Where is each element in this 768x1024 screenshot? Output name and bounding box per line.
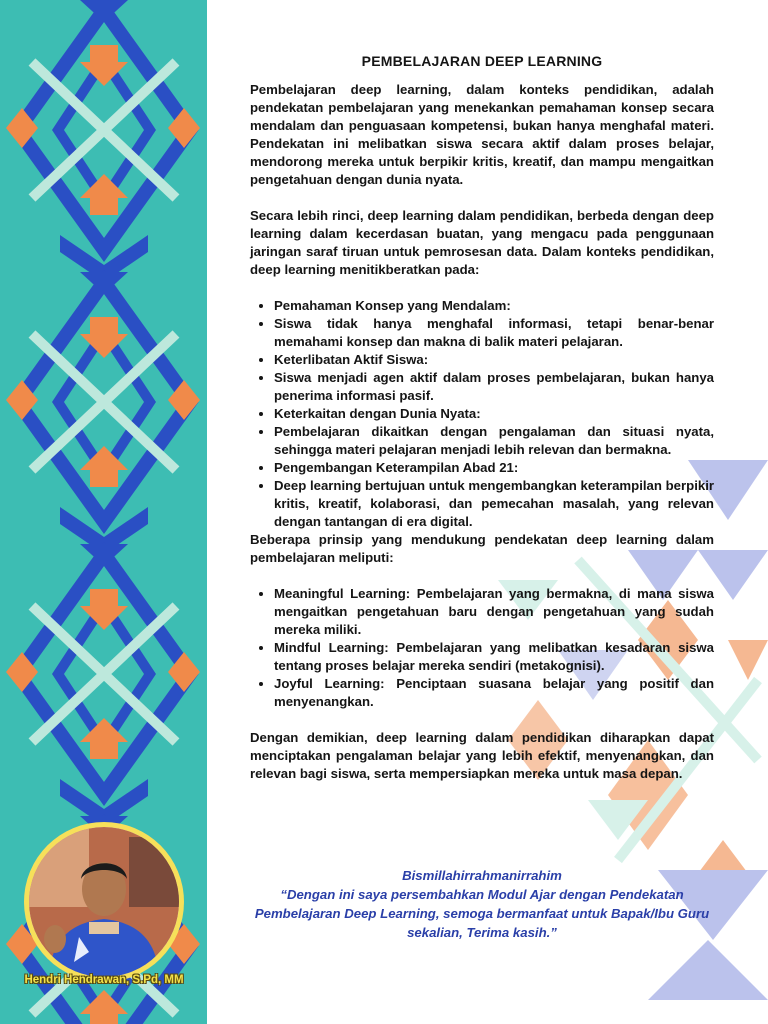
closing-line-1: Bismillahirrahmanirrahim [402, 868, 562, 883]
list-item: • Mindful Learning: Pembelajaran yang melibatkan kesadaran siswa tentang proses belajar mereka sendiri (metakognisi). [274, 639, 714, 675]
list-item: • Joyful Learning: Penciptaan suasana belajar yang positif dan menyenangkan. [274, 675, 714, 711]
list-item: • Pembelajaran dikaitkan dengan pengalaman dan situasi nyata, sehingga materi pelajaran menjadi lebih relevan dan bermakna. [274, 423, 714, 459]
conclusion-paragraph: Dengan demikian, deep learning dalam pendidikan diharapkan dapat menciptakan pengalaman belajar yang lebih efektif, menyenangkan, dan relevan bagi siswa, serta mempersiapkan mereka untuk masa depan. [250, 730, 714, 781]
list-item: • Keterkaitan dengan Dunia Nyata: [274, 405, 714, 423]
list-item: • Meaningful Learning: Pembelajaran yang bermakna, di mana siswa mengaitkan pengetahuan baru dengan pengetahuan yang sudah mereka miliki. [274, 585, 714, 639]
principles-list [250, 585, 714, 711]
author-photo [29, 827, 179, 977]
page-title: PEMBELAJARAN DEEP LEARNING [361, 53, 603, 69]
list-item: • Pemahaman Konsep yang Mendalam: [274, 297, 714, 315]
list-item: • Deep learning bertujuan untuk mengembangkan keterampilan berpikir kritis, kreatif, kolaborasi, dan pemecahan masalah, yang relevan dengan tantangan di era digital. [274, 477, 714, 531]
list-item: • Siswa menjadi agen aktif dalam proses pembelajaran, bukan hanya penerima informasi pasif. [274, 369, 714, 405]
list-item: • Pengembangan Keterampilan Abad 21: [274, 459, 714, 477]
focus-list [250, 297, 714, 531]
detail-paragraph: Secara lebih rinci, deep learning dalam pendidikan, berbeda dengan deep learning dalam kecerdasan buatan, yang mengacu pada penggunaan jaringan saraf tiruan untuk pemrosesan data. Dalam konteks pendidikan, deep learning menitikberatkan pada: [250, 208, 714, 277]
list-item: • Keterlibatan Aktif Siswa: [274, 351, 714, 369]
closing-message [236, 866, 728, 942]
person-portrait-icon [29, 827, 179, 977]
avatar [24, 822, 184, 982]
intro-paragraph: Pembelajaran deep learning, dalam konteks pendidikan, adalah pendekatan pembelajaran yang menekankan pemahaman konsep secara mendalam dan penguasaan kompetensi, bukan hanya menghafal materi. Pendekatan ini melibatkan siswa secara aktif dalam proses belajar, mendorong mereka untuk berpikir kritis, kreatif, dan mampu mengaitkan pengetahuan dengan dunia nyata. [250, 82, 714, 187]
closing-line-2: “Dengan ini saya persembahkan Modul Ajar dengan Pendekatan Pembelajaran Deep Learning, semoga bermanfaat untuk Bapak/Ibu Guru sekalian, Terima kasih.” [254, 887, 710, 940]
main-content [250, 52, 714, 783]
author-name: Hendri Hendrawan, S.Pd, MM [24, 974, 184, 986]
list-item: • Siswa tidak hanya menghafal informasi, tetapi benar-benar memahami konsep dan makna di balik materi pelajaran. [274, 315, 714, 351]
principles-paragraph: Beberapa prinsip yang mendukung pendekatan deep learning dalam pembelajaran meliputi: [250, 532, 714, 565]
